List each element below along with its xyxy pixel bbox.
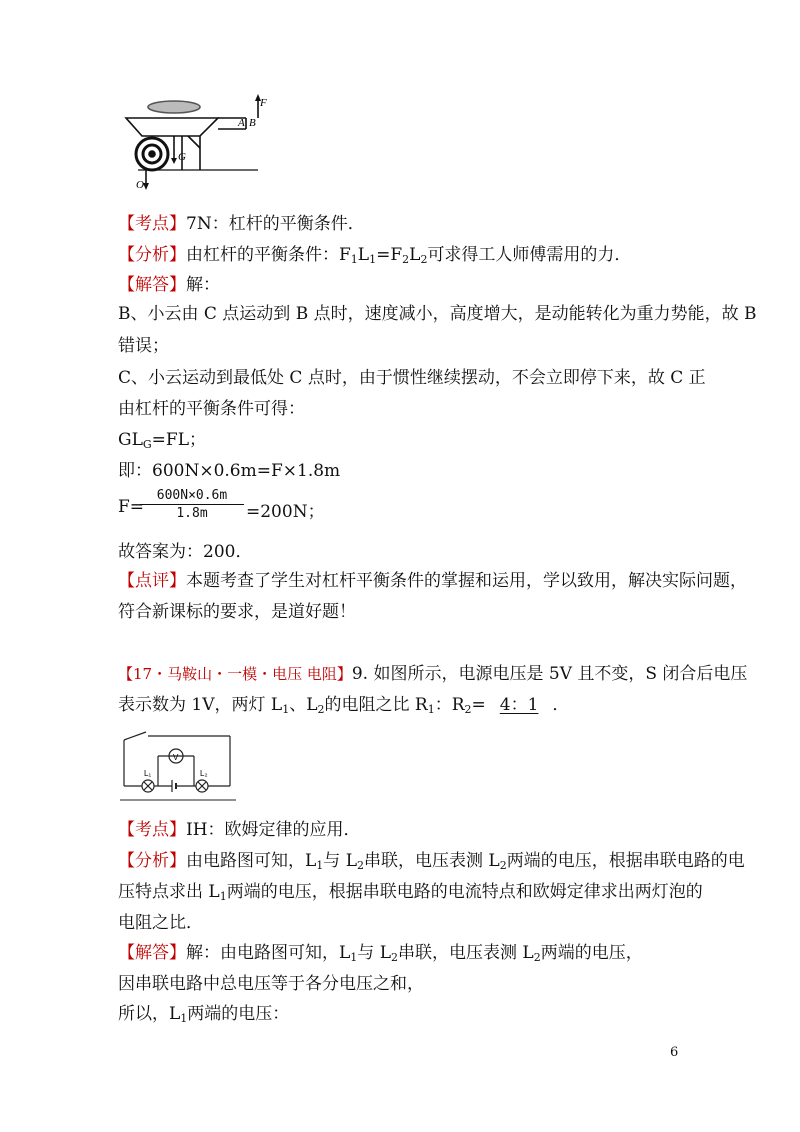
kaodian-tag: 【考点】 <box>118 214 186 234</box>
text-run: 与 L <box>323 851 357 871</box>
dianping-text: 本题考查了学生对杠杆平衡条件的掌握和运用，学以致用，解决实际问题， <box>186 571 747 591</box>
option-b-line: B、小云由 C 点运动到 B 点时，速度减小，高度增大，是动能转化为重力势能，故 B <box>118 304 757 324</box>
fenxi-line-2b <box>118 880 703 909</box>
text-run: 两端的电压： <box>187 1004 290 1024</box>
equation-1 <box>118 428 206 457</box>
frac-bar <box>140 504 244 505</box>
page-number: 6 <box>670 1045 679 1060</box>
answer-blank: 4：1 <box>499 695 539 715</box>
subscript: G <box>142 438 152 451</box>
text-run: 压特点求出 L <box>118 882 220 902</box>
text-run: 两端的电压，根据串联电路的电 <box>506 851 745 871</box>
fenxi-line-1 <box>118 243 631 272</box>
label-l2: L₂ <box>200 769 208 778</box>
fenxi-line-2 <box>118 849 745 878</box>
subscript: 2 <box>317 703 325 716</box>
option-c-line: C、小云运动到最低处 C 点时，由于惯性继续摆动，不会立即停下来，故 C 正 <box>118 368 706 388</box>
text-run: 两端的电压， <box>540 943 643 963</box>
kaodian-tag: 【考点】 <box>118 820 186 840</box>
text-run: 、L <box>289 695 318 715</box>
label-o: O <box>136 179 144 191</box>
text-run: = <box>471 695 486 715</box>
source-tag: 【17・马鞍山・一模・电压 电阻】 <box>118 665 352 683</box>
dianping-tag: 【点评】 <box>118 571 186 591</box>
jieda-text: 解： <box>186 275 220 295</box>
text-run: L <box>409 245 421 265</box>
subscript: 1 <box>350 253 358 266</box>
jieda-tag: 【解答】 <box>118 275 186 295</box>
text-run: 串联，电压表测 L <box>364 851 500 871</box>
text-run: =FL； <box>151 430 207 450</box>
dianping-line-2: 符合新课标的要求，是道好题！ <box>118 602 356 622</box>
kaodian-text: 7N：杠杆的平衡条件． <box>186 214 365 234</box>
text-run: 两端的电压，根据串联电路的电流特点和欧姆定律求出两灯泡的 <box>226 882 703 902</box>
text-run: ． <box>552 695 570 715</box>
text-run: 所以，L <box>118 1004 181 1024</box>
kaodian-line-2 <box>118 818 361 842</box>
dianping-line-1 <box>118 569 747 593</box>
label-f: F <box>260 97 267 109</box>
wheelbarrow-figure <box>118 92 268 192</box>
text-run: GL <box>118 430 143 450</box>
fenxi-tag: 【分析】 <box>118 851 186 871</box>
answer-line: 故答案为：200． <box>118 542 253 562</box>
subscript: 1 <box>282 703 290 716</box>
lever-line: 由杠杆的平衡条件可得： <box>118 399 305 419</box>
subscript: 2 <box>464 703 472 716</box>
subscript: 1 <box>180 1012 188 1025</box>
q9-text: 9. 如图所示，电源电压是 5V 且不变，S 闭合后电压 <box>351 664 748 684</box>
text-run: 串联，电压表测 L <box>398 943 534 963</box>
kaodian-text: IH：欧姆定律的应用． <box>186 820 361 840</box>
text-run: 表示数为 1V，两灯 L <box>118 695 283 715</box>
subscript: 2 <box>402 253 410 266</box>
equation-2: 即：600N×0.6m=F×1.8m <box>118 461 341 481</box>
text-run: =F <box>376 245 403 265</box>
label-v: V <box>173 753 179 762</box>
subscript: 2 <box>533 951 541 964</box>
frac-prefix: F= <box>118 497 145 517</box>
circuit-figure <box>118 722 238 802</box>
subscript: 2 <box>499 859 507 872</box>
subscript: 1 <box>369 253 377 266</box>
text-run: 与 L <box>357 943 391 963</box>
label-a: A <box>238 117 245 129</box>
jieda-line-2c <box>118 1002 289 1031</box>
fenxi-line-2c: 电阻之比． <box>118 913 203 933</box>
subscript: 2 <box>391 951 398 964</box>
text-run: L <box>357 245 370 265</box>
text-run: 解：由电路图可知，L <box>186 943 351 963</box>
label-l1: L₁ <box>144 769 152 778</box>
text-run: 的电阻之比 R <box>324 695 428 715</box>
text-run: 可求得工人师傅需用的力． <box>427 245 632 265</box>
jieda-line-2 <box>118 941 643 970</box>
subscript: 1 <box>427 703 435 716</box>
text-run: ：R <box>434 695 465 715</box>
label-g: G <box>178 151 186 163</box>
subscript: 1 <box>219 890 227 903</box>
subscript: 2 <box>420 253 428 266</box>
q9-line-1 <box>118 662 747 686</box>
jieda-line-2b: 因串联电路中总电压等于各分电压之和， <box>118 974 424 994</box>
text-run: 由电路图可知，L <box>186 851 317 871</box>
subscript: 1 <box>350 951 358 964</box>
fenxi-tag: 【分析】 <box>118 245 186 265</box>
jieda-line-1 <box>118 273 220 297</box>
subscript: 1 <box>316 859 324 872</box>
frac-numerator: 600N×0.6m <box>156 488 228 503</box>
subscript: 2 <box>357 859 364 872</box>
text-run: 由杠杆的平衡条件：F <box>186 245 351 265</box>
kaodian-line-1 <box>118 212 365 236</box>
jieda-tag: 【解答】 <box>118 943 186 963</box>
frac-denominator: 1.8m <box>176 506 208 521</box>
q9-line-2 <box>118 693 569 722</box>
label-b: B <box>249 117 256 129</box>
frac-suffix: =200N； <box>246 502 325 522</box>
option-b-line-2: 错误； <box>118 336 169 356</box>
